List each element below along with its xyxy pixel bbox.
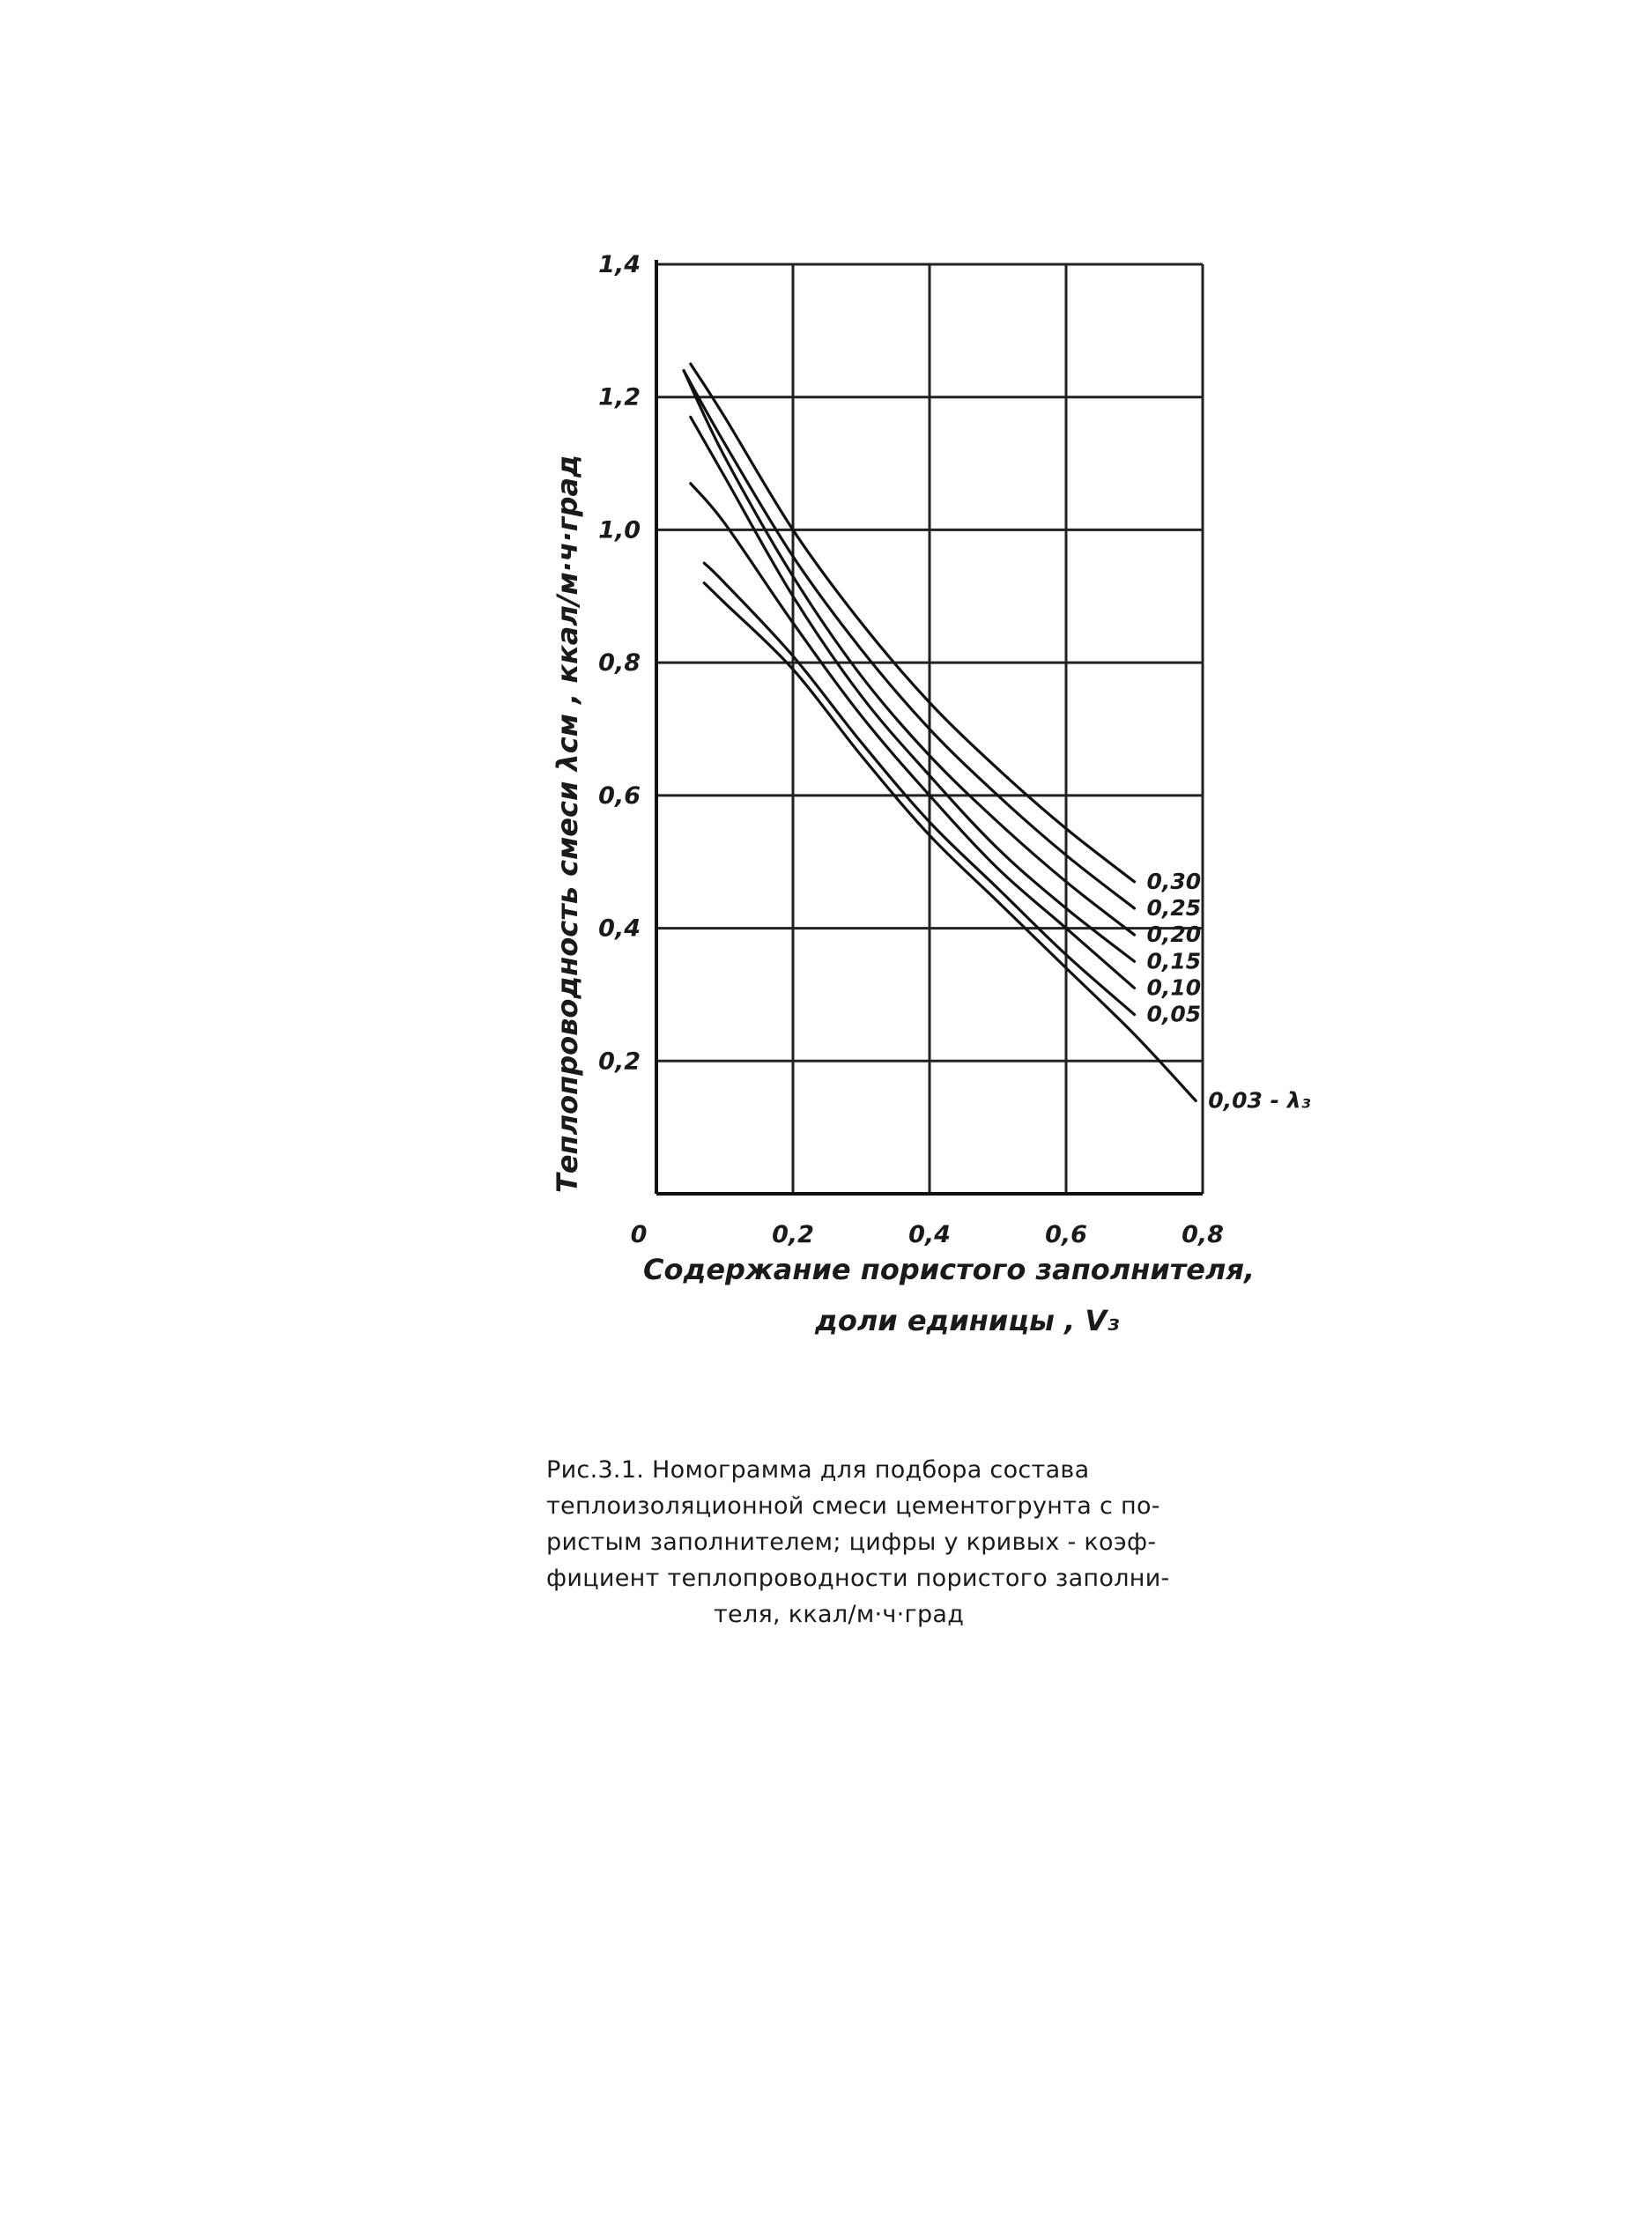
x-axis-label-line-1: Содержание пористого заполнителя, bbox=[643, 1253, 1256, 1286]
y-axis-label: Теплопроводность смеси λсм , ккал/м·ч·град bbox=[551, 455, 584, 1193]
curve-labels bbox=[1147, 869, 1311, 1114]
curve-label: 0,20 bbox=[1146, 922, 1202, 948]
chart-tick-labels bbox=[598, 251, 1224, 1248]
caption-line: Рис.3.1. Номограмма для подбора состава bbox=[546, 1456, 1090, 1484]
x-tick-label: 0 bbox=[630, 1221, 648, 1248]
y-tick-label: 0,2 bbox=[598, 1048, 641, 1076]
curve-label: 0,15 bbox=[1146, 948, 1202, 974]
curve-series bbox=[704, 563, 1134, 1014]
y-tick-label: 0,4 bbox=[598, 914, 641, 943]
curve-label: 0,10 bbox=[1146, 974, 1202, 1001]
x-tick-label: 0,6 bbox=[1045, 1221, 1087, 1248]
y-tick-label: 0,8 bbox=[598, 649, 641, 677]
curve-label: 0,25 bbox=[1146, 894, 1202, 921]
caption-line: теплоизоляционной смеси цементогрунта с по- bbox=[546, 1492, 1160, 1520]
curve-label: 0,05 bbox=[1146, 1001, 1202, 1027]
caption-line: теля, ккал/м·ч·град bbox=[714, 1601, 965, 1628]
x-tick-label: 0,4 bbox=[908, 1221, 951, 1248]
caption-line: ристым заполнителем; цифры у кривых - коэф- bbox=[546, 1529, 1157, 1556]
y-tick-label: 1,0 bbox=[598, 516, 641, 544]
chart-curves bbox=[684, 364, 1196, 1100]
curve-label: 0,03 - λ₃ bbox=[1208, 1087, 1311, 1114]
x-axis-label-line-2: доли единицы , V₃ bbox=[815, 1304, 1120, 1337]
x-tick-label: 0,2 bbox=[772, 1221, 814, 1248]
x-tick-label: 0,8 bbox=[1182, 1221, 1224, 1248]
caption-line: фициент теплопроводности пористого заполни- bbox=[546, 1565, 1170, 1592]
y-tick-label: 0,6 bbox=[598, 781, 641, 810]
figure-caption bbox=[546, 1452, 1322, 1633]
y-tick-label: 1,2 bbox=[598, 383, 641, 411]
curve-label: 0,30 bbox=[1146, 868, 1202, 894]
y-tick-label: 1,4 bbox=[598, 251, 641, 278]
chart-grid bbox=[656, 260, 1203, 1194]
